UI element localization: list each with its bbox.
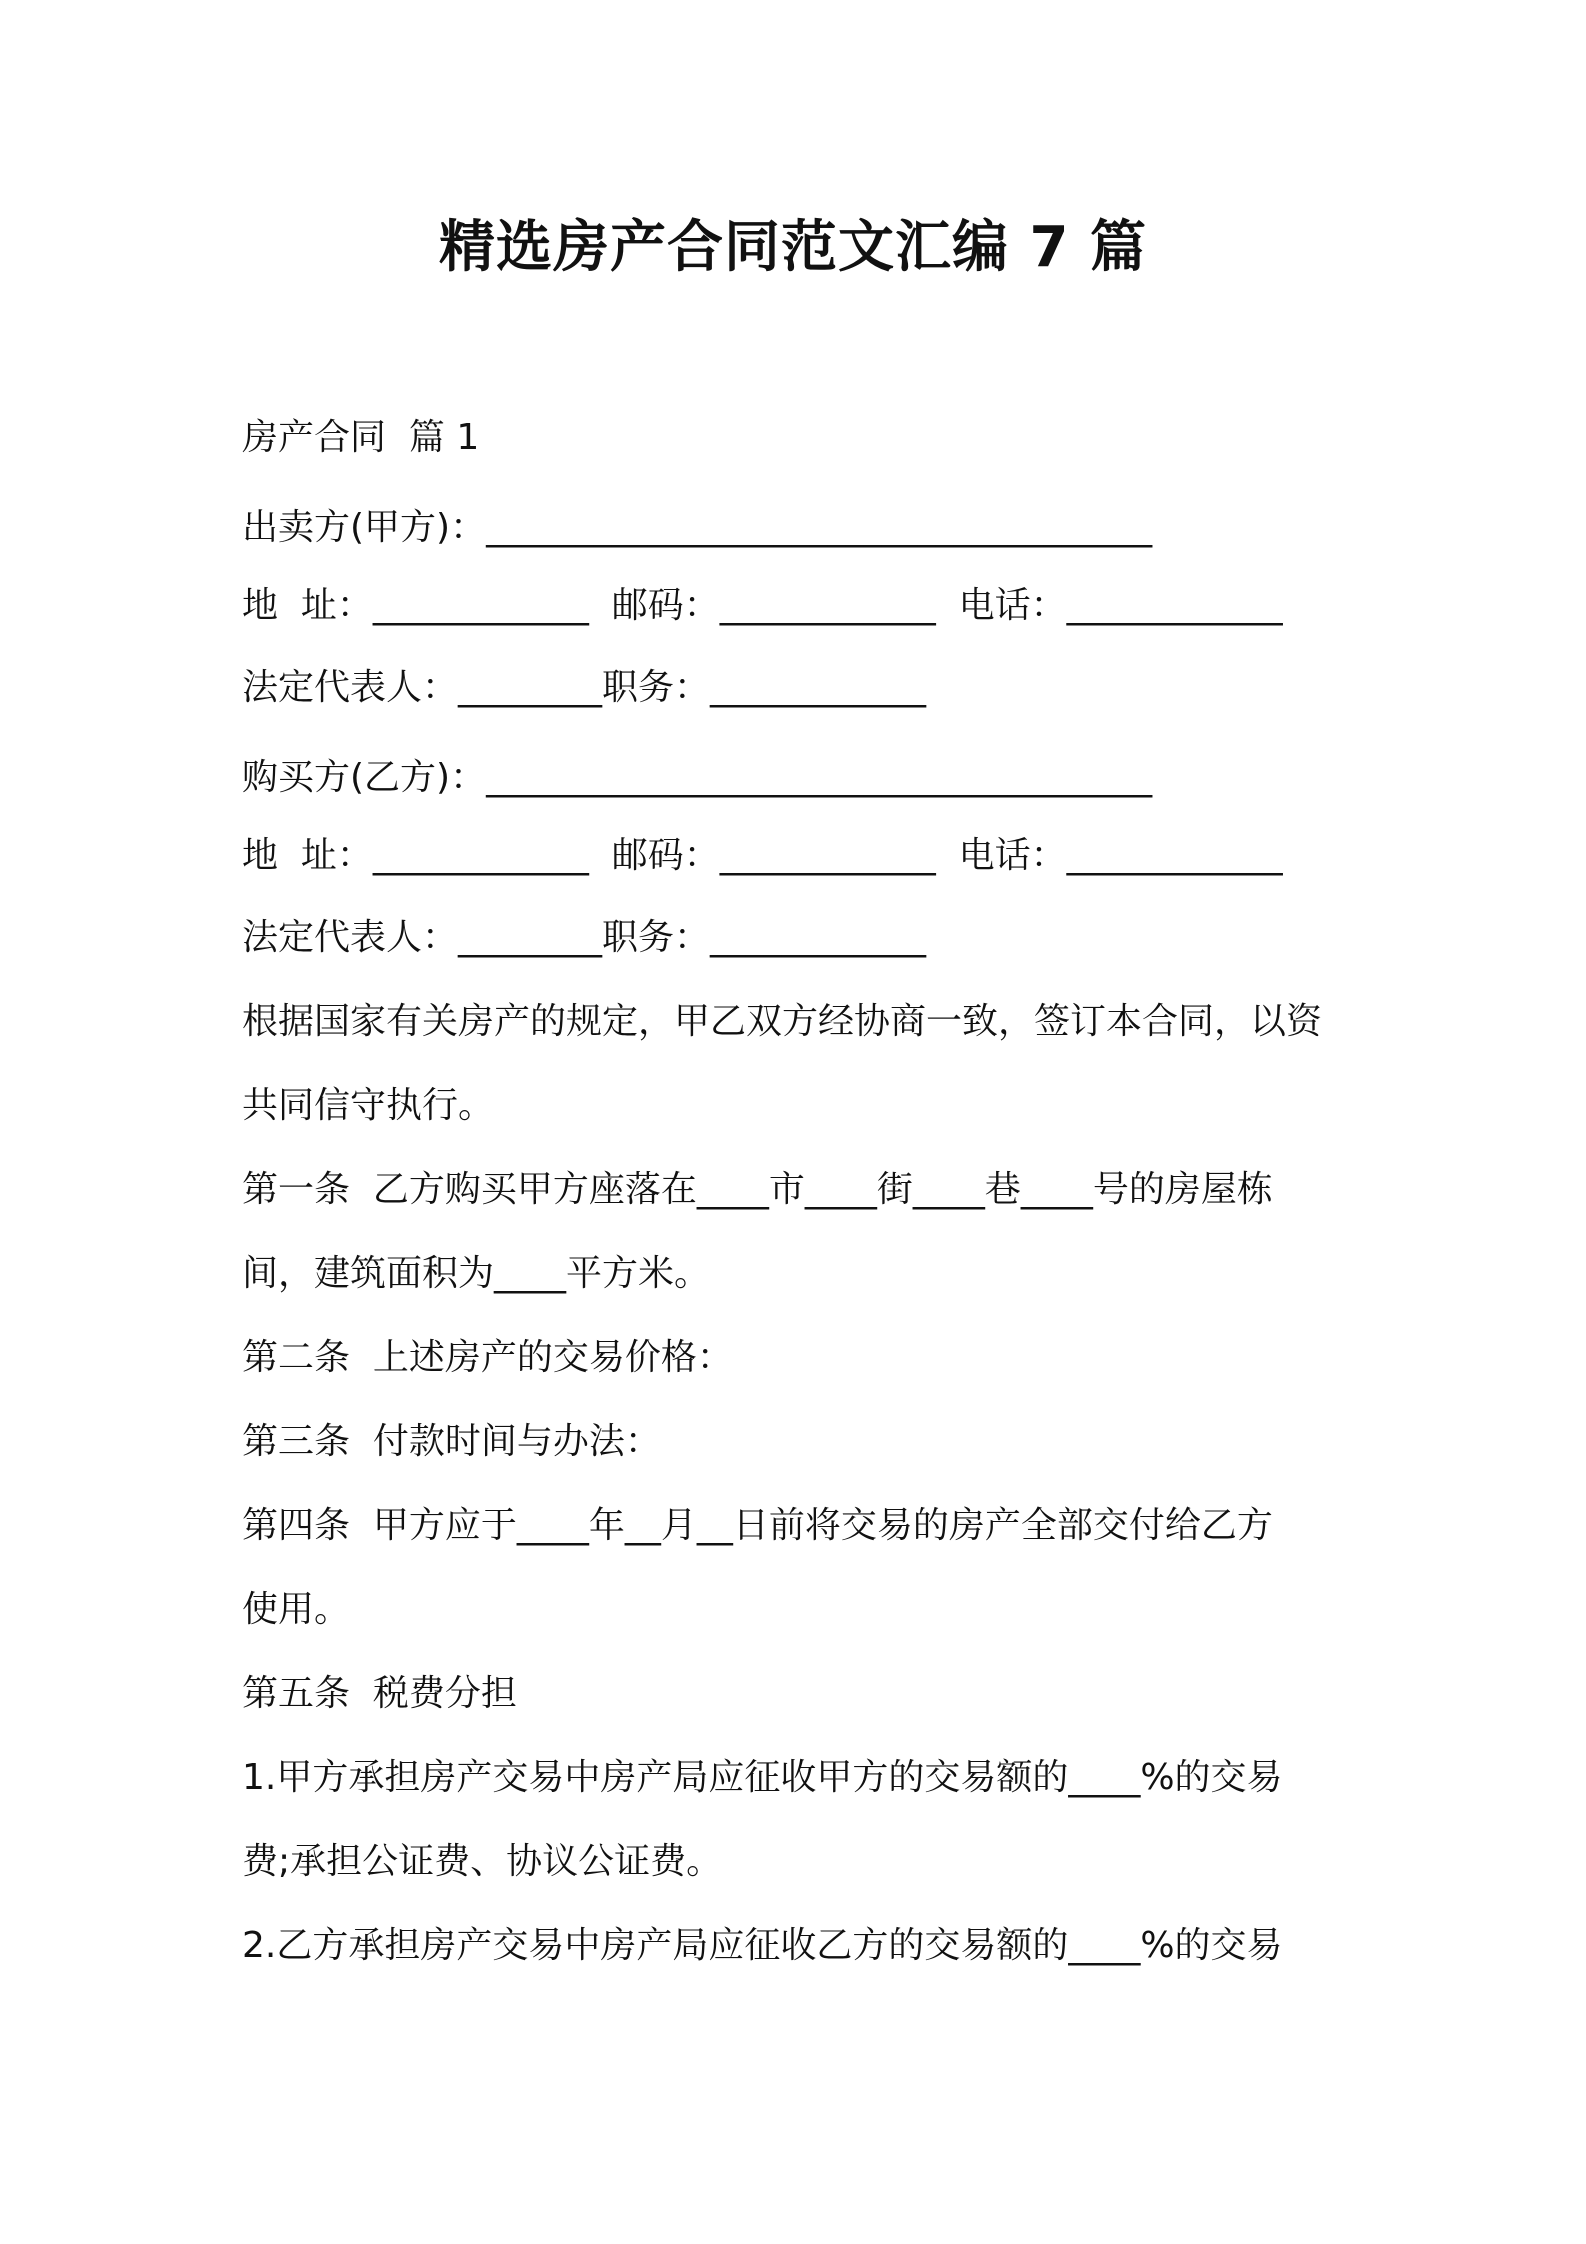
seller-line: 出卖方(甲方)：_____________________________________ bbox=[242, 507, 1153, 548]
buyer-address-line: 地 址：____________ 邮码：____________ 电话：____________ bbox=[242, 835, 1283, 876]
document-title: 精选房产合同范文汇编 7 篇 bbox=[439, 215, 1147, 280]
buyer-line: 购买方(乙方)：_____________________________________ bbox=[242, 757, 1153, 798]
clause-line: 费;承担公证费、协议公证费。 bbox=[242, 1841, 723, 1882]
section-heading: 房产合同 篇 1 bbox=[242, 417, 480, 458]
clause-line: 1.甲方承担房产交易中房产局应征收甲方的交易额的____%的交易 bbox=[242, 1757, 1283, 1798]
article-4-line: 使用。 bbox=[242, 1589, 351, 1630]
seller-address-line: 地 址：____________ 邮码：____________ 电话：____________ bbox=[242, 585, 1283, 626]
body-line: 根据国家有关房产的规定，甲乙双方经协商一致，签订本合同，以资 bbox=[242, 1001, 1323, 1042]
article-4-line: 第四条 甲方应于____年__月__日前将交易的房产全部交付给乙方 bbox=[242, 1505, 1273, 1546]
article-5-line: 第五条 税费分担 bbox=[242, 1673, 517, 1714]
seller-rep-line: 法定代表人：________职务：____________ bbox=[242, 667, 927, 708]
body-line: 共同信守执行。 bbox=[242, 1085, 495, 1126]
article-1-line: 间，建筑面积为____平方米。 bbox=[242, 1253, 711, 1294]
article-1-line: 第一条 乙方购买甲方座落在____市____街____巷____号的房屋栋 bbox=[242, 1169, 1273, 1210]
article-3-line: 第三条 付款时间与办法： bbox=[242, 1421, 661, 1462]
buyer-rep-line: 法定代表人：________职务：____________ bbox=[242, 917, 927, 958]
clause-line: 2.乙方承担房产交易中房产局应征收乙方的交易额的____%的交易 bbox=[242, 1925, 1283, 1966]
article-2-line: 第二条 上述房产的交易价格： bbox=[242, 1337, 733, 1378]
